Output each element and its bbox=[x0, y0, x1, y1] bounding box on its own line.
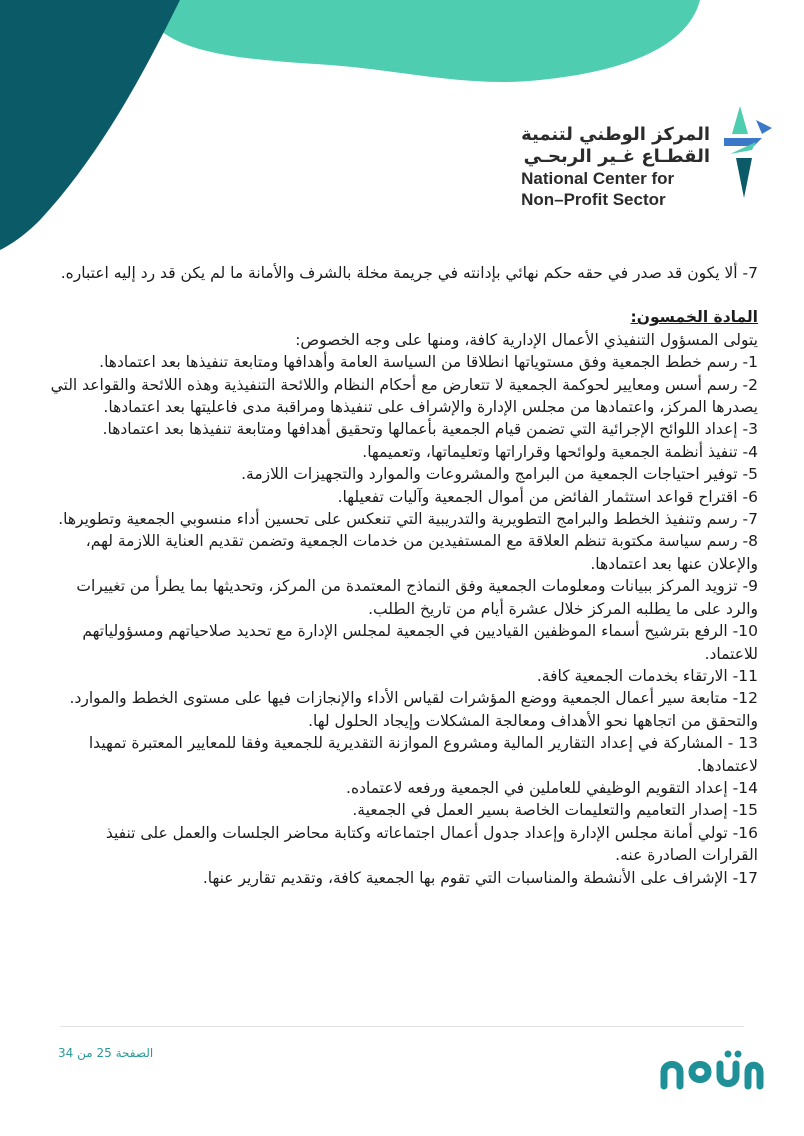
page-number: الصفحة 25 من 34 bbox=[58, 1046, 154, 1060]
logo-english-line-2: Non–Profit Sector bbox=[521, 190, 666, 209]
list-item: 17- الإشراف على الأنشطة والمناسبات التي تقوم بها الجمعية كافة، وتقديم تقارير عنها. bbox=[202, 868, 758, 887]
list-item: 9- تزويد المركز ببيانات ومعلومات الجمعية وفق النماذج المعتمدة من المركز، وتحديثها بما يطرأ من تغييرات والرد على ما يطلبه المركز خلال عشرة أيام من تاريخ الطلب. bbox=[76, 577, 758, 618]
article-title: المادة الخمسون: bbox=[630, 308, 758, 327]
intro-item: 7- ألا يكون قد صدر في حقه حكم نهائي بإدانته في جريمة مخلة بالشرف والأمانة ما لم يكن قد رد إليه اعتباره. bbox=[60, 264, 758, 282]
list-item: 10- الرفع بترشيح أسماء الموظفين القياديين في الجمعية لمجلس الإدارة مع تحديد صلاحياتهم ومسؤولياتهم للاعتماد. bbox=[82, 622, 758, 663]
list-item: 2- رسم أسس ومعايير لحوكمة الجمعية لا تتعارض مع أحكام النظام واللائحة التنفيذية وهذه اللائحة والقواعد التي يصدرها المركز، واعتمادها من مجلس الإدارة والإشراف على تنفيذها ومراقبة مدى فاعليتها بعد اعتمادها. bbox=[50, 375, 758, 417]
list-item: 8- رسم سياسة مكتوبة تنظم العلاقة مع المستفيدين من خدمات الجمعية وتضمن تقديم العناية اللازمة لهم، والإعلان عنها بعد اعتمادها. bbox=[85, 532, 758, 573]
list-item: 15- إصدار التعاميم والتعليمات الخاصة بسير العمل في الجمعية. bbox=[352, 801, 758, 820]
logo-arabic-line-1: المركز الوطني لتنمية bbox=[521, 124, 710, 145]
list-item: 14- إعداد التقويم الوظيفي للعاملين في الجمعية ورفعه لاعتماده. bbox=[346, 778, 758, 797]
ncnp-logo-icon bbox=[722, 104, 774, 200]
list-item: 5- توفير احتياجات الجمعية من البرامج والمشروعات والموارد والتجهيزات اللازمة. bbox=[241, 465, 758, 484]
paragraph-gap bbox=[46, 284, 758, 306]
list-item: 7- رسم وتنفيذ الخطط والبرامج التطويرية والتدريبية التي تنعكس على تحسين أداء منسوبي الجمعية وتطويرها. bbox=[58, 510, 758, 529]
ncnp-logo-text bbox=[521, 124, 710, 210]
list-item: 13 - المشاركة في إعداد التقارير المالية ومشروع الموازنة التقديرية للجمعية وفقا للمعايير المعتبرة تمهيدا لاعتمادها. bbox=[88, 734, 758, 775]
namaa-brand-logo-icon bbox=[656, 1050, 764, 1092]
list-item: 3- إعداد اللوائح الإجرائية التي تضمن قيام الجمعية بأعمالها وتحقيق أهدافها ومتابعة تنفيذها بعد اعتمادها. bbox=[102, 420, 758, 439]
list-item: 1- رسم خطط الجمعية وفق مستوياتها انطلاقا من السياسة العامة وأهدافها ومتابعة تنفيذها بعد اعتمادها. bbox=[99, 353, 758, 372]
document-body bbox=[46, 262, 758, 889]
list-item: 4- تنفيذ أنظمة الجمعية ولوائحها وقراراتها وتعليماتها، وتعميمها. bbox=[362, 442, 758, 461]
teal-corner-shape bbox=[0, 0, 180, 250]
article-lead: يتولى المسؤول التنفيذي الأعمال الإدارية كافة، ومنها على وجه الخصوص: bbox=[295, 330, 758, 349]
list-item: 16- تولي أمانة مجلس الإدارة وإعداد جدول أعمال اجتماعاته وكتابة محاضر الجلسات والعمل على تنفيذ القرارات الصادرة عنه. bbox=[105, 823, 758, 865]
list-item: 6- اقتراح قواعد استثمار الفائض من أموال الجمعية وآليات تفعيلها. bbox=[337, 487, 758, 506]
logo-english-line-1: National Center for bbox=[521, 169, 675, 188]
footer-divider bbox=[60, 1026, 744, 1027]
logo-arabic-line-2: القطـاع غـير الربحـي bbox=[523, 146, 710, 167]
list-item: 12- متابعة سير أعمال الجمعية ووضع المؤشرات لقياس الأداء والإنجازات فيها على مستوى الخطط والموارد. والتحقق من اتجاهها نحو الأهداف ومعالجة المشكلات وإيجاد الحلول لها. bbox=[69, 689, 758, 730]
list-item: 11- الارتقاء بخدمات الجمعية كافة. bbox=[536, 666, 758, 685]
mint-wave-shape bbox=[149, 0, 700, 82]
